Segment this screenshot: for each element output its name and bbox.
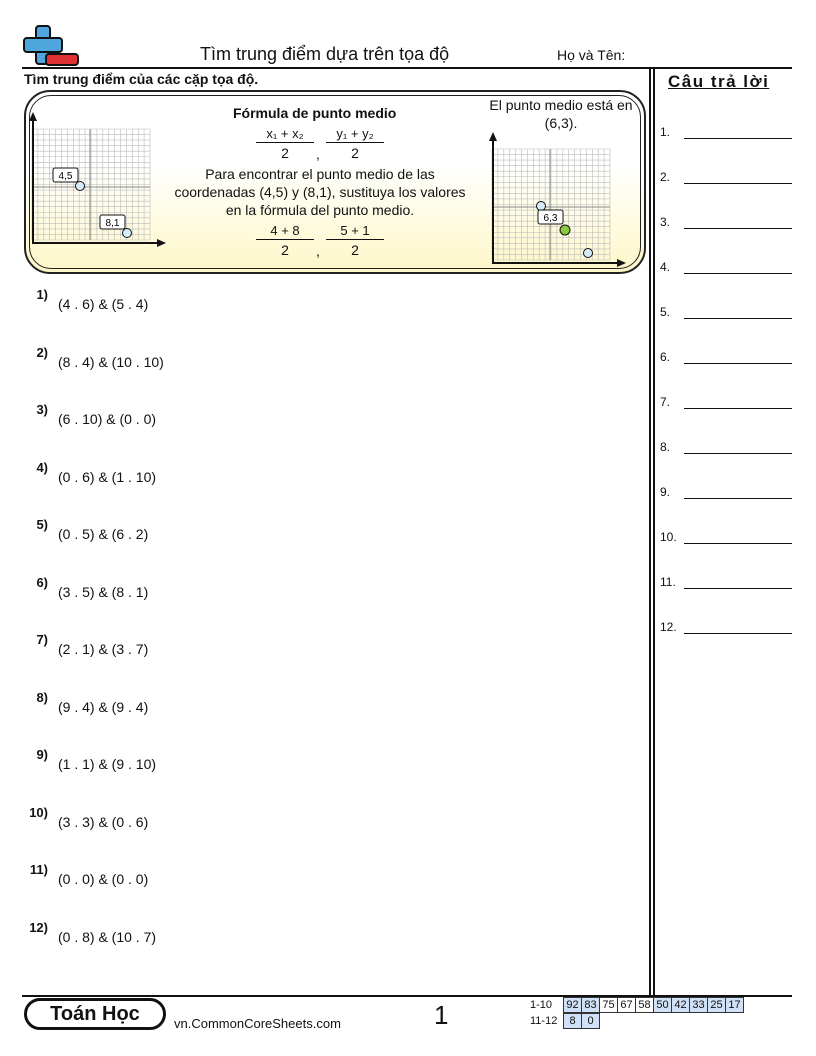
answer-line[interactable] [684,588,792,589]
left-graph-label-b: 8,1 [105,218,120,229]
formula-y-fraction: $\frac{\text{y₁ + y₂}}{2}$ [326,126,384,161]
score-cell: 58 [635,997,654,1013]
problem-number: 2) [36,344,48,360]
answer-item [660,305,792,325]
name-label: Họ và Tên: [557,47,626,63]
score-cell: 42 [671,997,690,1013]
answer-item [660,260,792,280]
example-graph-right [488,132,630,272]
answer-item [660,440,792,460]
answer-line[interactable] [684,228,792,229]
problem-number: 1) [36,287,48,302]
problem-item [24,345,424,375]
answer-number: 1. [660,125,671,139]
score-cell: 50 [653,997,672,1013]
answer-line[interactable] [684,453,792,454]
answer-line[interactable] [684,633,792,634]
answer-number: 4. [660,260,671,274]
problem-number: 10) [29,804,48,820]
substituted-x-fraction: $\frac{4 + 8}{2}$ [256,223,314,258]
formula-x-fraction: $\frac{\text{x₁ + x₂}}{2}$ [256,126,314,161]
answer-number: 3. [660,215,671,229]
answer-line[interactable] [684,408,792,409]
substituted-comma: , [316,243,320,259]
problem-text: (2 . 1) & (3 . 7) [58,641,149,657]
column-divider-right [653,67,655,996]
answer-line[interactable] [684,183,792,184]
answer-number: 9. [660,485,671,499]
answer-item [660,530,792,550]
problem-number: 11) [29,862,48,877]
page-number: 1 [434,1000,449,1030]
score-cell: 92 [563,997,582,1013]
score-cell: 75 [599,997,618,1013]
problem-text: (4 . 6) & (5 . 4) [58,296,149,312]
score-row-label: 11-12 [530,1015,558,1027]
problem-item [24,517,424,547]
score-cell: 8 [563,1013,582,1029]
score-cell: 25 [707,997,726,1013]
problem-item [24,402,424,432]
problem-item [24,690,424,720]
answers-title: Câu trả lời [668,72,770,91]
answer-item [660,350,792,370]
answer-number: 8. [660,440,671,454]
worksheet-title: Tìm trung điểm dựa trên tọa độ [200,44,450,64]
score-row-label: 1-10 [530,999,553,1011]
answer-item [660,125,792,145]
problem-item [24,920,424,950]
problem-item [24,862,424,892]
answer-item [660,485,792,505]
problem-item [24,287,424,317]
problem-text: (3 . 3) & (0 . 6) [58,813,149,830]
problem-text: (0 . 6) & (1 . 10) [58,468,157,485]
score-table [530,997,744,1029]
score-cell: 0 [581,1013,600,1029]
example-graph-left [28,112,170,252]
answer-item [660,215,792,235]
problem-number: 8) [36,689,48,705]
right-graph-label: 6,3 [543,213,558,224]
left-graph-label-a: 4,5 [58,171,73,182]
score-cell: 17 [725,997,744,1013]
formula-explanation: Para encontrar el punto medio de las coordenadas (4,5) y (8,1), sustituya los valores en la fórmula del punto medio. [174,166,466,218]
problem-item [24,460,424,490]
problem-text: (8 . 4) & (10 . 10) [58,353,164,370]
answer-number: 5. [660,305,671,319]
answer-item [660,620,792,640]
column-divider-left [649,67,651,996]
plus-minus-logo-icon [22,24,80,68]
problem-text: (1 . 1) & (9 . 10) [58,756,157,772]
problem-text: (9 . 4) & (9 . 4) [58,698,149,715]
instructions: Tìm trung điểm của các cặp tọa độ. [24,71,259,87]
problem-text: (6 . 10) & (0 . 0) [58,411,157,427]
answer-item [660,395,792,415]
problem-number: 3) [36,402,48,417]
problem-number: 5) [36,517,48,532]
result-text: El punto medio está en (6,3). [489,97,633,131]
header-divider [22,67,792,69]
answer-item [660,170,792,190]
answer-line[interactable] [684,318,792,319]
score-cell: 83 [581,997,600,1013]
problem-text: (0 . 8) & (10 . 7) [58,928,157,945]
answer-number: 2. [660,170,671,184]
site-url: vn.CommonCoreSheets.com [174,1016,341,1031]
answer-number: 10. [660,530,677,544]
answer-number: 12. [660,620,677,634]
problem-number: 9) [36,747,48,762]
problem-number: 12) [29,919,48,935]
problem-number: 4) [36,459,48,475]
problem-item [24,575,424,605]
problem-item [24,805,424,835]
formula-comma: , [316,146,320,162]
answer-number: 6. [660,350,671,364]
substituted-y-fraction: $\frac{5 + 1}{2}$ [326,223,384,258]
answer-line[interactable] [684,138,792,139]
problem-text: (3 . 5) & (8 . 1) [58,583,149,600]
problem-item [24,747,424,777]
formula-title: Fórmula de punto medio [233,105,397,121]
problem-text: (0 . 5) & (6 . 2) [58,526,149,542]
answer-line[interactable] [684,363,792,364]
problem-text: (0 . 0) & (0 . 0) [58,871,149,887]
answer-number: 11. [660,575,676,589]
score-cell: 67 [617,997,636,1013]
problem-item [24,632,424,662]
brand-badge: Toán Học [24,998,166,1030]
answer-line[interactable] [684,543,792,544]
answer-item [660,575,792,595]
problem-number: 6) [36,574,48,590]
answer-number: 7. [660,395,671,409]
score-cell: 33 [689,997,708,1013]
problem-number: 7) [36,632,48,647]
answer-line[interactable] [684,498,792,499]
answer-line[interactable] [684,273,792,274]
